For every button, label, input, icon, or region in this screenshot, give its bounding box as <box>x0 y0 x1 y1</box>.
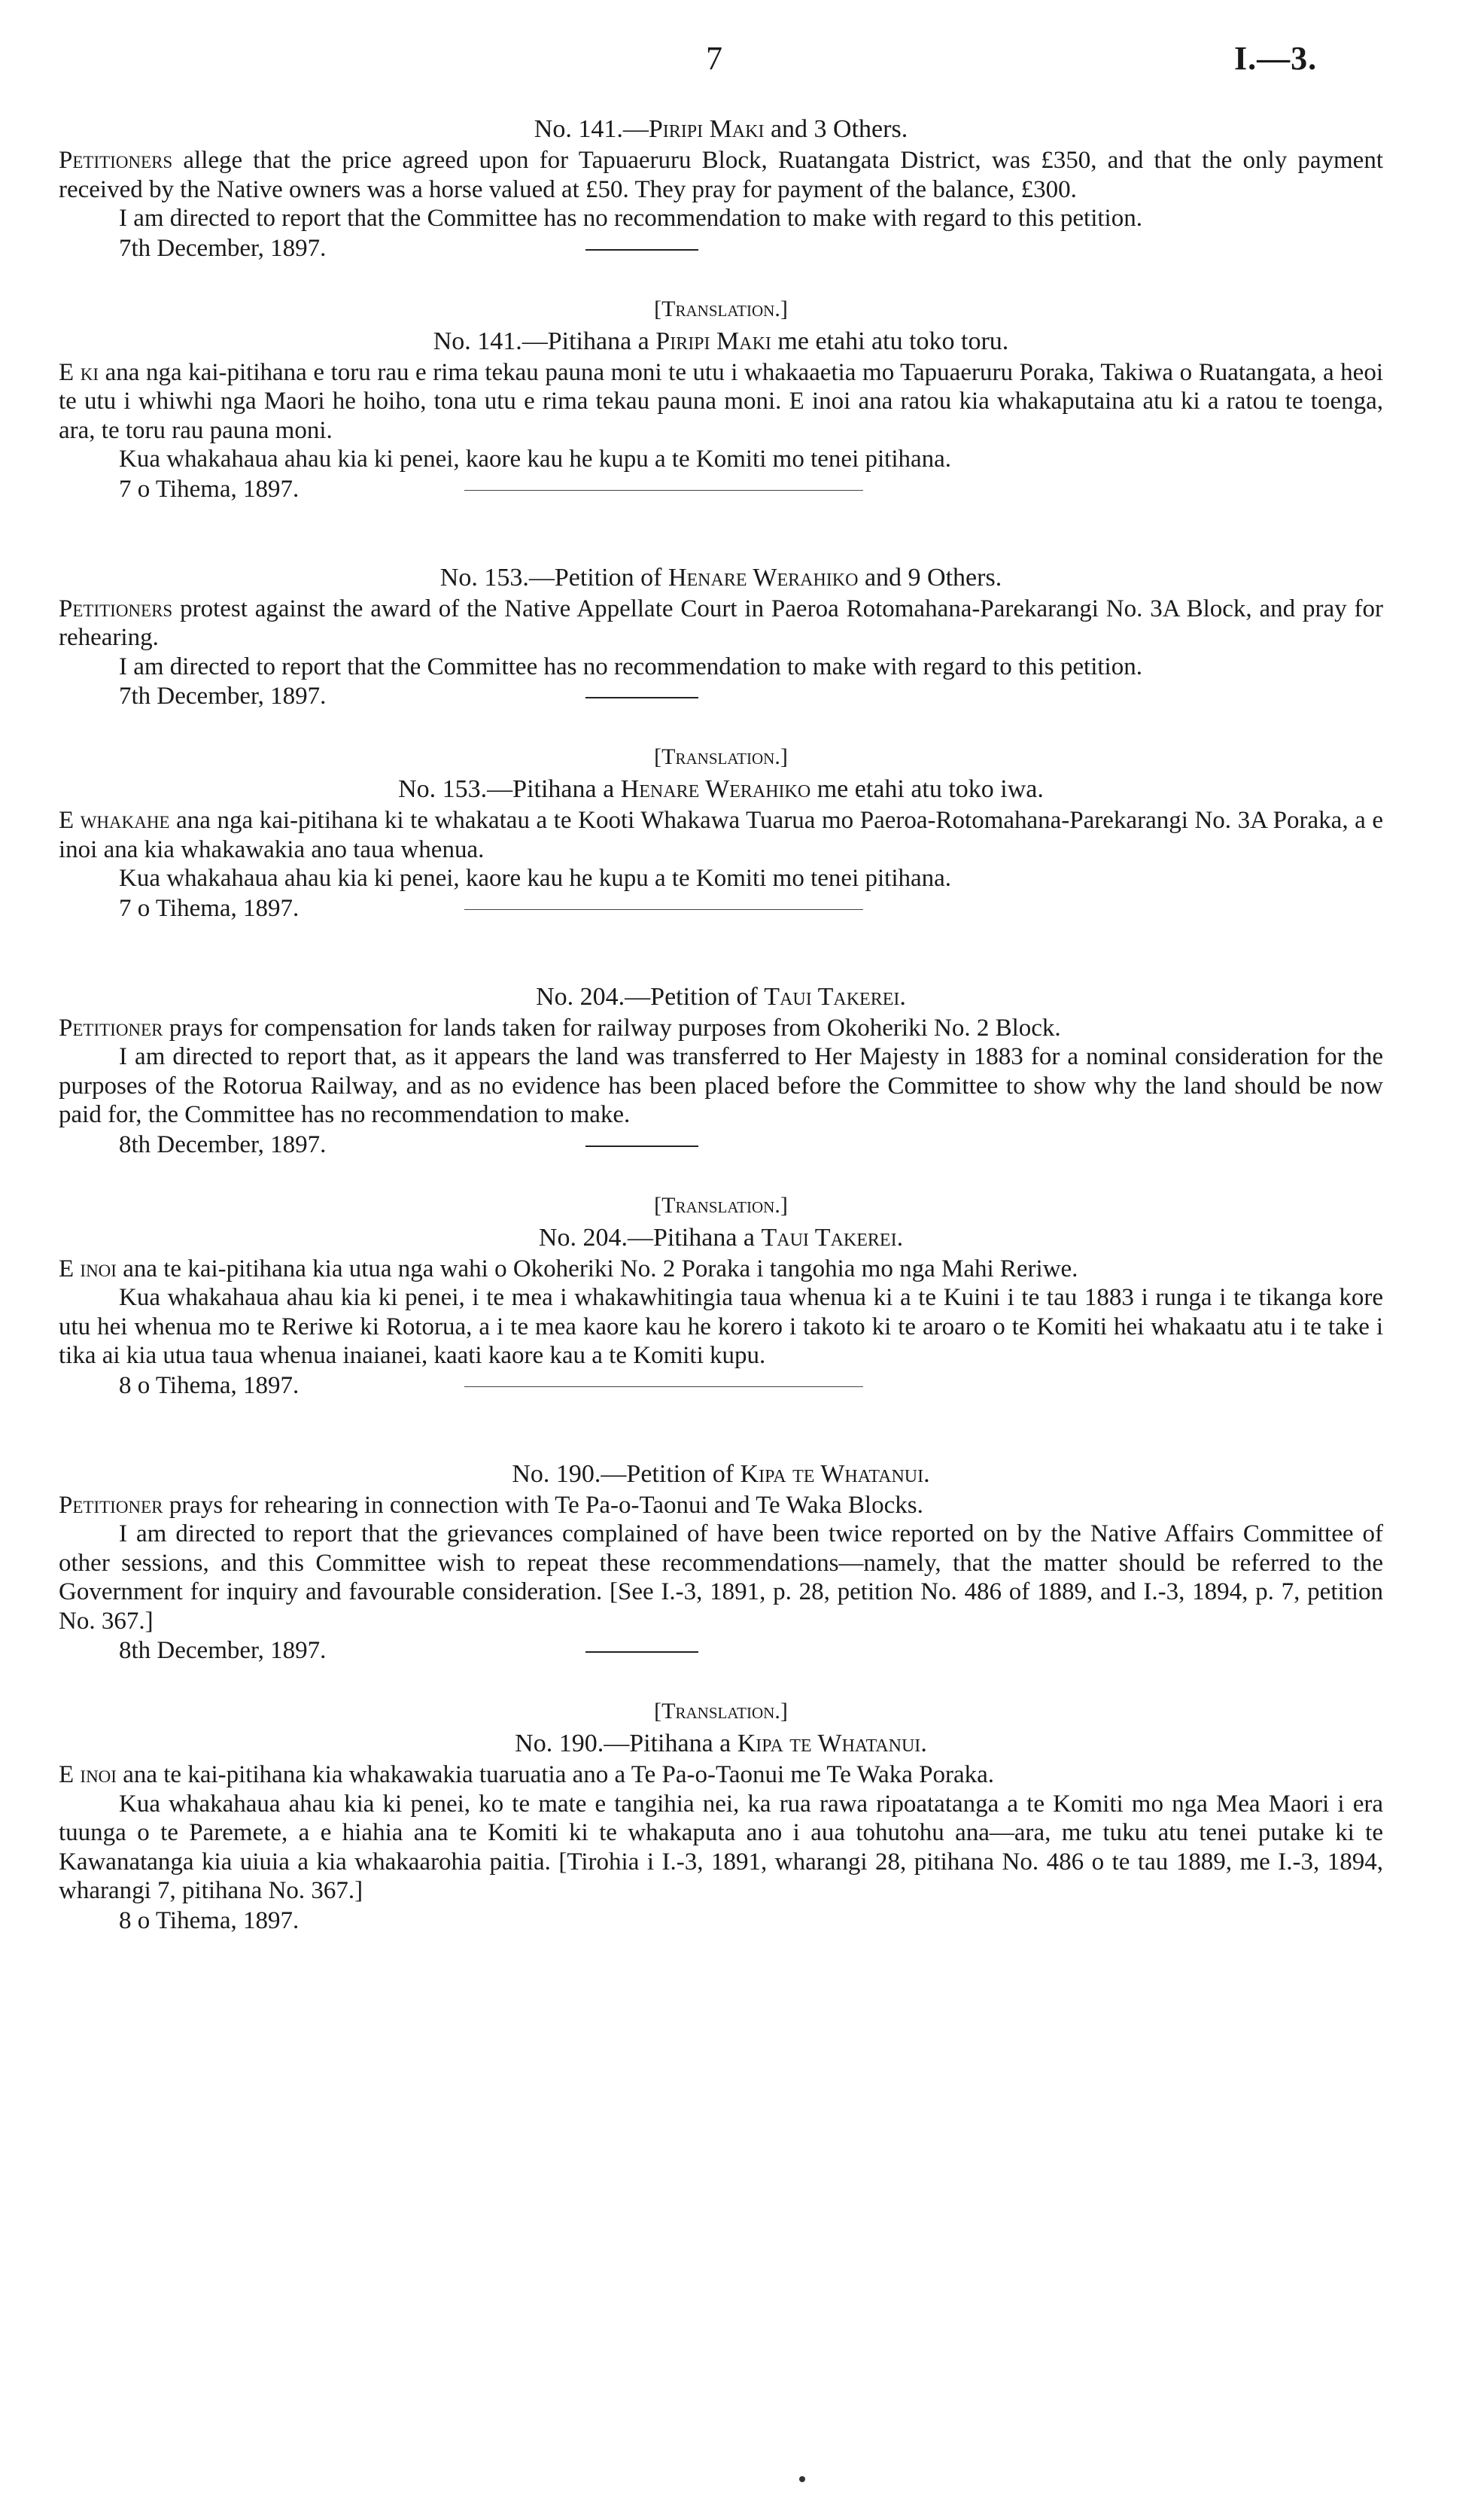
heading-suffix: me etahi atu toko iwa. <box>810 775 1044 803</box>
translation-label: [Translation.] <box>654 1192 788 1218</box>
heading-prefix: No. 141.— <box>534 115 649 143</box>
translation-date-row <box>59 1371 1383 1401</box>
petition-lead: E whakahe <box>59 807 170 834</box>
translation-date-row <box>59 893 1383 923</box>
translation-heading <box>59 1222 1383 1255</box>
committee-report: I am directed to report that the Committee has no recommendation to make with regard to this petition. <box>119 205 1142 232</box>
heading-suffix: and 9 Others. <box>858 563 1002 592</box>
report-date: 7th December, 1897. <box>119 683 327 710</box>
petition-summary <box>59 1491 1383 1520</box>
petition-text: ana te kai-pitihana kia utua nga wahi o Okoheriki No. 2 Poraka i tangohia mo nga Mahi Reriwe. <box>116 1255 1078 1282</box>
petition-lead: Petitioner <box>59 1014 163 1042</box>
petition-text: ana te kai-pitihana kia whakawakia tuaruatia ano a Te Pa-o-Taonui me Te Waka Poraka. <box>116 1761 994 1788</box>
heading-suffix: and 3 Others. <box>764 115 908 143</box>
heading-prefix: No. 204.—Pitihana a <box>538 1223 762 1252</box>
petitioner-name: Henare Werahiko <box>667 563 859 592</box>
petition-section-153 <box>59 561 1383 923</box>
petition-text: protest against the award of the Native Appellate Court in Paeroa Rotomahana-Parekarangi No. 3A Block, and pray for rehearing. <box>59 595 1383 651</box>
report-date: 8th December, 1897. <box>119 1130 327 1158</box>
translation-report: Kua whakahaua ahau kia ki penei, ko te mate e tangihia nei, ka rua rawa ripoatatanga a te Komiti mo nga Mea Maori i era tuunga o te Paremete, a e hiahia ana te Komiti ki te whakaputa ano i aua tohutohu ana—ara, me tuku atu tenei putake ki te Kawanatanga kia uiuia a kia whakaarohia paitia. [Tirohia i I.-3, 1891, wharangi 28, pitihana No. 486 o te tau 1889, me I.-3, 1894, wharangi 7, pitihana No. 367.] <box>59 1790 1383 1904</box>
petitioner-name: Taui Takerei <box>761 1223 897 1252</box>
separator-rule <box>585 249 698 251</box>
translation-petition <box>59 358 1383 446</box>
petitioner-name: Henare Werahiko <box>620 775 811 803</box>
petitioner-name: Kipa te Whatanui <box>737 1730 921 1757</box>
translation-petition <box>59 1760 1383 1790</box>
report-date: 7th December, 1897. <box>119 234 327 262</box>
heading-prefix: No. 190.—Pitihana a <box>515 1730 737 1757</box>
section-end-rule <box>464 1386 863 1387</box>
petition-lead: Petitioners <box>59 595 173 622</box>
translation-report: Kua whakahaua ahau kia ki penei, kaore kau he kupu a te Komiti mo tenei pitihana. <box>119 446 952 473</box>
translation-report: Kua whakahaua ahau kia ki penei, i te mea i whakawhitingia taua whenua ki a te Kuini i te tau 1883 i runga i te tikanga kore utu hei whenua mo te Reriwe ki Rotorua, a i te mea kaore kau he korero i takoto ki te aroaro o te Komiti hei whakaatu atu i te take i tika ai kia utua taua whenua inaianei, kaati kaore kau a te Komiti kupu. <box>59 1284 1383 1369</box>
report-date-row <box>59 681 1383 711</box>
section-end-rule <box>464 909 863 910</box>
translation-heading <box>59 1727 1383 1760</box>
petition-text: prays for compensation for lands taken for railway purposes from Okoheriki No. 2 Block. <box>163 1014 1061 1042</box>
petition-summary <box>59 1014 1383 1043</box>
petition-summary <box>59 595 1383 653</box>
petition-text: ana nga kai-pitihana ki te whakatau a te Kooti Whakawa Tuarua mo Paeroa-Rotomahana-Parekarangi No. 3A Poraka, a e inoi ana kia whakawakia ano taua whenua. <box>59 807 1384 863</box>
translation-date: 8 o Tihema, 1897. <box>119 1906 300 1934</box>
heading-suffix: . <box>923 1459 930 1488</box>
petition-lead: Petitioners <box>59 147 173 174</box>
translation-label: [Translation.] <box>654 296 788 321</box>
petition-lead: E inoi <box>59 1255 117 1282</box>
translation-date: 7 o Tihema, 1897. <box>119 894 300 922</box>
report-date: 8th December, 1897. <box>119 1637 327 1664</box>
heading-suffix: . <box>920 1730 927 1757</box>
heading-prefix: No. 204.—Petition of <box>536 982 765 1011</box>
committee-report: I am directed to report that the Committee has no recommendation to make with regard to this petition. <box>119 653 1142 680</box>
page-number: 7 <box>706 40 722 77</box>
petition-text: ana nga kai-pitihana e toru rau e rima tekau pauna moni te utu i whakaaetia mo Tapuaeruru Poraka, Takiwa o Ruatangata, a heoi te utu i whiwhi nga Maori he hoiho, tona utu e rima tekau pauna moni. E inoi ana ratou kia whakaputaina atu ki a ratou te toenga, ara, te toru rau pauna moni. <box>59 358 1383 444</box>
translation-date: 8 o Tihema, 1897. <box>119 1371 300 1399</box>
petition-heading <box>59 113 1383 146</box>
petition-lead: Petitioner <box>59 1491 163 1519</box>
translation-heading <box>59 773 1383 806</box>
translation-report: Kua whakahaua ahau kia ki penei, kaore kau he kupu a te Komiti mo tenei pitihana. <box>119 865 952 892</box>
petition-text: allege that the price agreed upon for Tapuaeruru Block, Ruatangata District, was £350, and that the only payment received by the Native owners was a horse valued at £50. They pray for payment of the balance, £300. <box>59 147 1383 203</box>
committee-report: I am directed to report that, as it appears the land was transferred to Her Majesty in 1883 for a nominal consideration for the purposes of the Rotorua Railway, and as no evidence has been placed before the Committee to show why the land should be now paid for, the Committee has no recommendation to make. <box>59 1043 1383 1128</box>
petition-text: prays for rehearing in connection with Te Pa-o-Taonui and Te Waka Blocks. <box>163 1491 923 1519</box>
heading-prefix: No. 153.—Pitihana a <box>398 775 621 803</box>
petitioner-name: Kipa te Whatanui <box>740 1459 924 1488</box>
translation-petition <box>59 806 1383 864</box>
petition-heading <box>59 981 1383 1014</box>
translation-date-row <box>59 1906 1383 1936</box>
translation-label: [Translation.] <box>654 744 788 769</box>
petitioner-name: Taui Takerei <box>764 982 900 1011</box>
separator-rule <box>585 1145 698 1147</box>
petitions-report <box>59 113 1383 1936</box>
petition-heading <box>59 561 1383 595</box>
committee-report: I am directed to report that the grievances complained of have been twice reported on by the Native Affairs Committee of other sessions, and this Committee wish to repeat these recommendations—namely, that the matter should be referred to the Government for inquiry and favourable consideration. [See I.-3, 1891, p. 28, petition No. 486 of 1889, and I.-3, 1894, p. 7, petition No. 367.] <box>59 1520 1383 1635</box>
document-reference: I.—3. <box>1234 40 1318 77</box>
heading-prefix: No. 153.—Petition of <box>439 563 668 592</box>
heading-prefix: No. 141.—Pitihana a <box>433 327 656 355</box>
separator-rule <box>585 1651 698 1653</box>
print-mark <box>799 2476 805 2482</box>
petitioner-name: Piripi Maki <box>655 327 771 355</box>
petition-heading <box>59 1458 1383 1491</box>
heading-suffix: . <box>896 1223 904 1252</box>
translation-heading <box>59 325 1383 358</box>
translation-petition <box>59 1255 1383 1284</box>
petition-section-190 <box>59 1458 1383 1936</box>
translation-date: 7 o Tihema, 1897. <box>119 475 300 503</box>
petition-summary <box>59 146 1383 204</box>
petitioner-name: Piripi Maki <box>648 115 765 143</box>
section-end-rule <box>464 490 863 491</box>
petition-lead: E inoi <box>59 1761 117 1788</box>
translation-label: [Translation.] <box>654 1699 788 1724</box>
translation-date-row <box>59 474 1383 504</box>
report-date-row <box>59 1635 1383 1666</box>
heading-suffix: me etahi atu toko toru. <box>771 327 1009 355</box>
separator-rule <box>585 697 698 698</box>
petition-section-204 <box>59 981 1383 1401</box>
report-date-row <box>59 1130 1383 1160</box>
heading-suffix: . <box>899 982 906 1011</box>
heading-prefix: No. 190.—Petition of <box>512 1459 740 1488</box>
report-date-row <box>59 233 1383 263</box>
petition-lead: E ki <box>59 358 99 386</box>
page-header <box>0 39 1484 84</box>
petition-section-141 <box>59 113 1383 504</box>
